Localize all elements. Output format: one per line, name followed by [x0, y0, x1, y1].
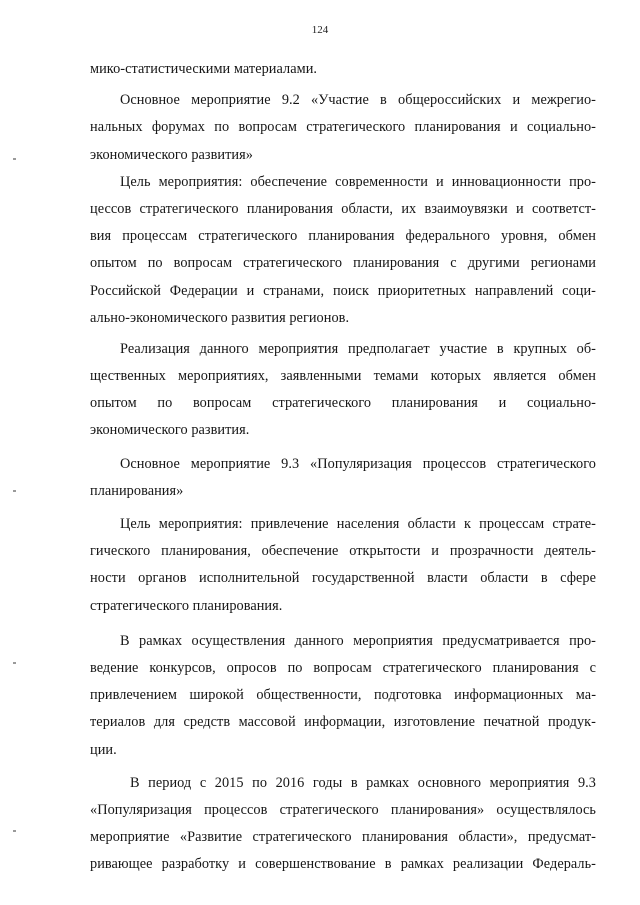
text-line: опытом по вопросам стратегического планирования с другими регионами: [90, 255, 596, 272]
text-line: ности органов исполнительной государственной власти области в сфере: [90, 570, 596, 587]
text-line: щественных мероприятиях, заявленными темами которых является обмен: [90, 368, 596, 385]
text-line: мико-статистическими материалами.: [90, 61, 318, 77]
text-line: Цель мероприятия: привлечение населения области к процессам страте-: [120, 516, 596, 532]
text-line: экономического развития»: [90, 146, 253, 163]
text-line: «Популяризация процессов стратегического планирования» осуществлялось: [90, 801, 596, 818]
text-line: В период с 2015 по 2016 годы в рамках основного мероприятия 9.3: [130, 774, 596, 791]
text-line: Основное мероприятие 9.3 «Популяризация процессов стратегического: [120, 455, 596, 472]
text-line: мероприятие «Развитие стратегического планирования области», предусмат-: [90, 829, 596, 846]
text-line: гического планирования, обеспечение открытости и прозрачности деятель-: [90, 543, 596, 560]
paragraph-goal-9-3: [90, 511, 596, 620]
paragraph-period-2015-2016: [90, 770, 596, 879]
page-number: 124: [311, 24, 329, 36]
paragraph-continuation: [90, 56, 596, 83]
text-line: ально-экономического развития регионов.: [90, 309, 350, 326]
text-line: Основное мероприятие 9.2 «Участие в общероссийских и межрегио-: [120, 92, 596, 109]
paragraph-implementation-9-3: [90, 628, 596, 764]
text-line: экономического развития.: [90, 422, 250, 439]
text-line: ведение конкурсов, опросов по вопросам стратегического планирования с: [90, 659, 596, 676]
paragraph-event-9-3: [90, 451, 596, 505]
margin-mark: [13, 662, 16, 664]
text-line: вия процессам стратегического планирования федерального уровня, обмен: [90, 228, 596, 245]
text-line: ривающее разработку и совершенствование в рамках реализации Федераль-: [90, 856, 596, 873]
text-line: Реализация данного мероприятия предполагает участие в крупных об-: [120, 340, 596, 357]
paragraph-goal-9-2: [90, 169, 596, 332]
paragraph-implementation-9-2: [90, 336, 596, 445]
text-line: планирования»: [90, 482, 184, 499]
text-line: цессов стратегического планирования области, их взаимоувязки и соответст-: [90, 200, 596, 217]
text-line: териалов для средств массовой информации, изготовление печатной продук-: [90, 714, 596, 731]
document-body: [90, 56, 596, 878]
text-line: Российской Федерации и странами, поиск приоритетных направлений соци-: [90, 282, 596, 299]
text-line: привлечением широкой общественности, подготовка информационных ма-: [90, 687, 596, 704]
margin-mark: [13, 490, 16, 492]
paragraph-event-9-2: [90, 87, 596, 169]
text-line: стратегического планирования.: [90, 597, 283, 614]
text-line: Цель мероприятия: обеспечение современности и инновационности про-: [120, 173, 596, 190]
text-line: В рамках осуществления данного мероприятия предусматривается про-: [120, 632, 596, 649]
text-line: опытом по вопросам стратегического планирования и социально-: [90, 395, 596, 412]
margin-mark: [13, 158, 16, 160]
text-line: нальных форумах по вопросам стратегического планирования и социально-: [90, 119, 596, 136]
text-line: ции.: [90, 741, 117, 758]
margin-mark: [13, 830, 16, 832]
